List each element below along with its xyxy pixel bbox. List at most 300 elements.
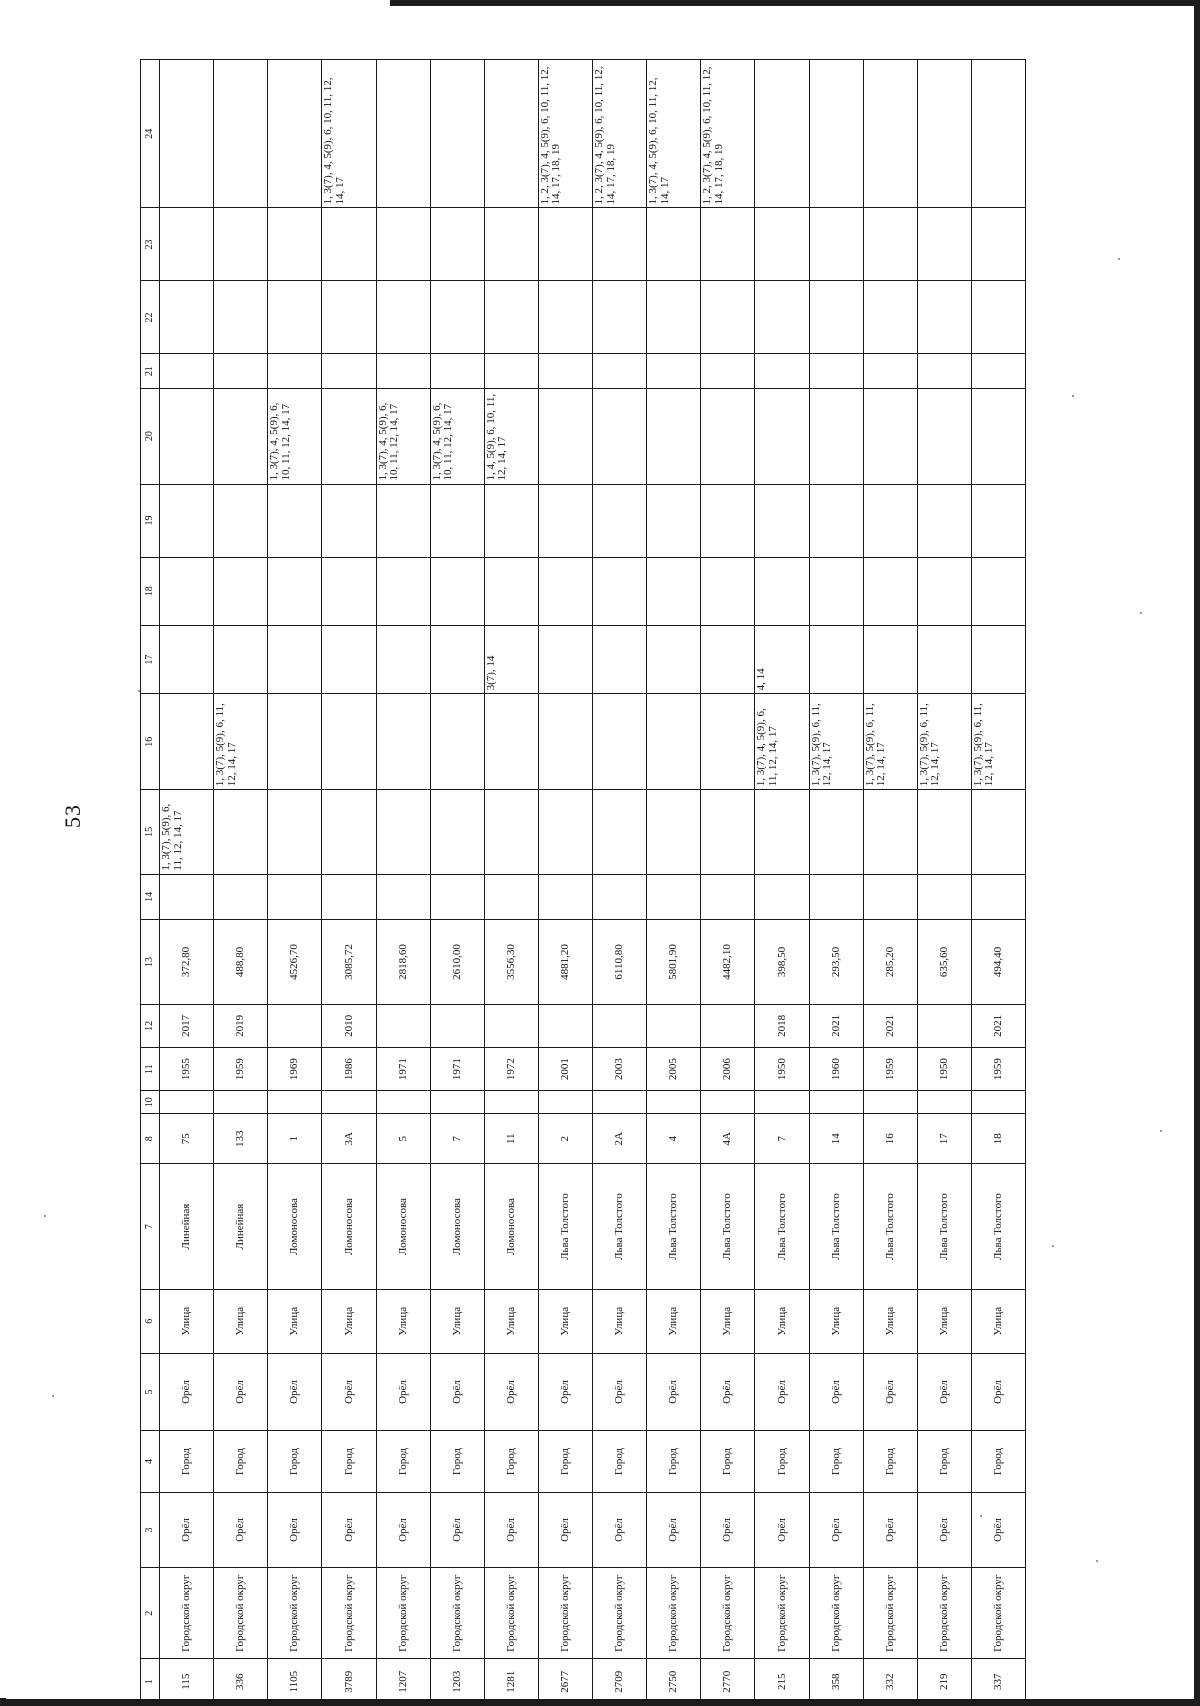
cell-col-19 <box>160 484 214 557</box>
cell-col-24 <box>376 60 430 208</box>
cell-col-6: Улица <box>809 1289 863 1353</box>
table-row <box>647 60 701 1705</box>
cell-col-1: 1207 <box>376 1659 430 1705</box>
cell-col-5: Орёл <box>647 1353 701 1431</box>
scan-edge-right <box>1194 0 1200 1706</box>
cell-col-5: Орёл <box>484 1353 538 1431</box>
cell-col-14 <box>809 874 863 920</box>
cell-col-18 <box>484 557 538 625</box>
cell-col-6: Улица <box>430 1289 484 1353</box>
cell-col-1: 2677 <box>538 1659 592 1705</box>
cell-col-16 <box>322 694 376 790</box>
cell-col-18 <box>538 557 592 625</box>
cell-col-2: Городской округ <box>971 1568 1025 1659</box>
cell-col-24 <box>917 60 971 208</box>
cell-col-10 <box>538 1091 592 1114</box>
cell-col-17 <box>917 625 971 693</box>
cell-col-8: 3А <box>322 1114 376 1164</box>
cell-col-6: Улица <box>755 1289 809 1353</box>
cell-col-21 <box>701 354 755 388</box>
cell-col-15 <box>971 790 1025 874</box>
cell-col-1: 2709 <box>593 1659 647 1705</box>
scan-speck <box>1052 1245 1054 1247</box>
cell-col-22 <box>809 281 863 354</box>
cell-col-1: 3789 <box>322 1659 376 1705</box>
column-header-13: 13 <box>141 920 160 1004</box>
cell-col-3: Орёл <box>701 1492 755 1567</box>
cell-col-6: Улица <box>647 1289 701 1353</box>
cell-col-18 <box>160 557 214 625</box>
table-row <box>214 60 268 1705</box>
cell-col-19 <box>484 484 538 557</box>
scan-edge-left <box>0 1698 6 1706</box>
cell-col-24 <box>484 60 538 208</box>
cell-col-16 <box>701 694 755 790</box>
cell-col-4: Город <box>971 1431 1025 1493</box>
cell-col-5: Орёл <box>376 1353 430 1431</box>
cell-col-21 <box>160 354 214 388</box>
cell-col-19 <box>268 484 322 557</box>
cell-col-14 <box>484 874 538 920</box>
cell-col-10 <box>917 1091 971 1114</box>
cell-col-12: 2019 <box>214 1004 268 1047</box>
cell-col-20: 1, 3(7), 4, 5(9), 6, 10, 11, 12, 14, 17 <box>268 388 322 484</box>
cell-col-3: Орёл <box>863 1492 917 1567</box>
cell-col-20 <box>538 388 592 484</box>
cell-col-15 <box>322 790 376 874</box>
scan-edge-top <box>390 0 1200 6</box>
cell-col-6: Улица <box>538 1289 592 1353</box>
cell-col-7: Ломоносова <box>268 1164 322 1289</box>
cell-col-15 <box>538 790 592 874</box>
cell-col-15 <box>430 790 484 874</box>
cell-col-15 <box>701 790 755 874</box>
cell-col-8: 1 <box>268 1114 322 1164</box>
cell-col-12: 2021 <box>863 1004 917 1047</box>
cell-col-4: Город <box>430 1431 484 1493</box>
scan-speck <box>1118 258 1120 260</box>
cell-col-19 <box>538 484 592 557</box>
cell-col-17 <box>863 625 917 693</box>
cell-col-20 <box>593 388 647 484</box>
cell-col-16: 1, 3(7), 5(9), 6, 11, 12, 14, 17 <box>917 694 971 790</box>
cell-col-7: Льва Толстого <box>647 1164 701 1289</box>
cell-col-20 <box>214 388 268 484</box>
cell-col-6: Улица <box>701 1289 755 1353</box>
cell-col-24: 1, 3(7), 4, 5(9), 6, 10, 11, 12, 14, 17 <box>322 60 376 208</box>
cell-col-23 <box>268 208 322 281</box>
cell-col-5: Орёл <box>971 1353 1025 1431</box>
cell-col-20: 1, 3(7), 4, 5(9), 6, 10, 11, 12, 14, 17 <box>430 388 484 484</box>
cell-col-19 <box>701 484 755 557</box>
cell-col-11: 1950 <box>755 1047 809 1090</box>
cell-col-14 <box>647 874 701 920</box>
cell-col-13: 4482,10 <box>701 920 755 1004</box>
cell-col-8: 7 <box>755 1114 809 1164</box>
cell-col-15 <box>214 790 268 874</box>
cell-col-8: 4А <box>701 1114 755 1164</box>
cell-col-15 <box>593 790 647 874</box>
scan-speck <box>44 1215 46 1217</box>
cell-col-23 <box>863 208 917 281</box>
column-header-19: 19 <box>141 484 160 557</box>
cell-col-3: Орёл <box>538 1492 592 1567</box>
cell-col-18 <box>376 557 430 625</box>
cell-col-19 <box>376 484 430 557</box>
cell-col-2: Городской округ <box>484 1568 538 1659</box>
cell-col-5: Орёл <box>701 1353 755 1431</box>
column-header-8: 8 <box>141 1114 160 1164</box>
cell-col-11: 1986 <box>322 1047 376 1090</box>
cell-col-4: Город <box>863 1431 917 1493</box>
cell-col-3: Орёл <box>971 1492 1025 1567</box>
cell-col-21 <box>863 354 917 388</box>
cell-col-14 <box>376 874 430 920</box>
cell-col-21 <box>484 354 538 388</box>
cell-col-4: Город <box>701 1431 755 1493</box>
cell-col-23 <box>322 208 376 281</box>
cell-col-14 <box>214 874 268 920</box>
cell-col-1: 1105 <box>268 1659 322 1705</box>
cell-col-5: Орёл <box>160 1353 214 1431</box>
cell-col-17 <box>322 625 376 693</box>
cell-col-22 <box>971 281 1025 354</box>
data-table <box>140 59 1026 1705</box>
cell-col-12 <box>268 1004 322 1047</box>
cell-col-23 <box>214 208 268 281</box>
cell-col-16: 1, 3(7), 5(9), 6, 11, 12, 14, 17 <box>863 694 917 790</box>
cell-col-7: Линейная <box>160 1164 214 1289</box>
cell-col-13: 293,50 <box>809 920 863 1004</box>
cell-col-2: Городской округ <box>430 1568 484 1659</box>
cell-col-21 <box>538 354 592 388</box>
cell-col-12: 2021 <box>809 1004 863 1047</box>
cell-col-20 <box>160 388 214 484</box>
cell-col-18 <box>701 557 755 625</box>
cell-col-14 <box>160 874 214 920</box>
cell-col-8: 7 <box>430 1114 484 1164</box>
cell-col-21 <box>647 354 701 388</box>
cell-col-13: 488,80 <box>214 920 268 1004</box>
cell-col-16 <box>593 694 647 790</box>
cell-col-23 <box>647 208 701 281</box>
cell-col-1: 337 <box>971 1659 1025 1705</box>
cell-col-19 <box>863 484 917 557</box>
cell-col-5: Орёл <box>430 1353 484 1431</box>
cell-col-12 <box>701 1004 755 1047</box>
cell-col-16: 1, 3(7), 5(9), 6, 11, 12, 14, 17 <box>971 694 1025 790</box>
cell-col-20 <box>701 388 755 484</box>
cell-col-13: 4526,70 <box>268 920 322 1004</box>
cell-col-10 <box>430 1091 484 1114</box>
cell-col-12 <box>538 1004 592 1047</box>
cell-col-2: Городской округ <box>538 1568 592 1659</box>
cell-col-18 <box>755 557 809 625</box>
cell-col-21 <box>593 354 647 388</box>
cell-col-6: Улица <box>484 1289 538 1353</box>
cell-col-24 <box>755 60 809 208</box>
cell-col-1: 115 <box>160 1659 214 1705</box>
cell-col-16 <box>268 694 322 790</box>
cell-col-24 <box>214 60 268 208</box>
cell-col-3: Орёл <box>755 1492 809 1567</box>
cell-col-16: 1, 3(7), 5(9), 6, 11, 12, 14, 17 <box>809 694 863 790</box>
cell-col-8: 133 <box>214 1114 268 1164</box>
column-header-22: 22 <box>141 281 160 354</box>
cell-col-13: 285,20 <box>863 920 917 1004</box>
cell-col-23 <box>701 208 755 281</box>
column-header-3: 3 <box>141 1492 160 1567</box>
cell-col-23 <box>755 208 809 281</box>
cell-col-5: Орёл <box>214 1353 268 1431</box>
cell-col-21 <box>268 354 322 388</box>
cell-col-16 <box>160 694 214 790</box>
cell-col-24 <box>971 60 1025 208</box>
cell-col-23 <box>538 208 592 281</box>
cell-col-22 <box>430 281 484 354</box>
cell-col-3: Орёл <box>430 1492 484 1567</box>
cell-col-10 <box>376 1091 430 1114</box>
cell-col-24: 1, 2, 3(7), 4, 5(9), 6, 10, 11, 12, 14, 17, 18, 19 <box>593 60 647 208</box>
cell-col-22 <box>322 281 376 354</box>
cell-col-17 <box>701 625 755 693</box>
cell-col-13: 4881,20 <box>538 920 592 1004</box>
cell-col-3: Орёл <box>322 1492 376 1567</box>
cell-col-10 <box>701 1091 755 1114</box>
cell-col-24 <box>268 60 322 208</box>
scan-speck <box>52 1395 54 1397</box>
cell-col-19 <box>322 484 376 557</box>
cell-col-5: Орёл <box>538 1353 592 1431</box>
cell-col-22 <box>917 281 971 354</box>
cell-col-7: Ломоносова <box>322 1164 376 1289</box>
cell-col-7: Линейная <box>214 1164 268 1289</box>
cell-col-3: Орёл <box>484 1492 538 1567</box>
cell-col-15 <box>809 790 863 874</box>
cell-col-20: 1, 4, 5(9), 6, 10, 11, 12, 14, 17 <box>484 388 538 484</box>
cell-col-23 <box>160 208 214 281</box>
table-row <box>322 60 376 1705</box>
cell-col-17: 3(7), 14 <box>484 625 538 693</box>
cell-col-15 <box>647 790 701 874</box>
cell-col-20 <box>971 388 1025 484</box>
table-row <box>917 60 971 1705</box>
table-row <box>701 60 755 1705</box>
cell-col-13: 5801,90 <box>647 920 701 1004</box>
cell-col-16 <box>647 694 701 790</box>
cell-col-18 <box>214 557 268 625</box>
cell-col-20 <box>863 388 917 484</box>
cell-col-8: 17 <box>917 1114 971 1164</box>
cell-col-1: 215 <box>755 1659 809 1705</box>
cell-col-4: Город <box>322 1431 376 1493</box>
cell-col-14 <box>917 874 971 920</box>
cell-col-1: 2770 <box>701 1659 755 1705</box>
cell-col-7: Льва Толстого <box>701 1164 755 1289</box>
cell-col-12 <box>593 1004 647 1047</box>
cell-col-17 <box>809 625 863 693</box>
cell-col-13: 635,60 <box>917 920 971 1004</box>
cell-col-11: 1960 <box>809 1047 863 1090</box>
column-header-1: 1 <box>141 1659 160 1705</box>
cell-col-19 <box>593 484 647 557</box>
cell-col-18 <box>430 557 484 625</box>
cell-col-4: Город <box>917 1431 971 1493</box>
cell-col-14 <box>430 874 484 920</box>
cell-col-4: Город <box>809 1431 863 1493</box>
cell-col-5: Орёл <box>917 1353 971 1431</box>
cell-col-8: 2 <box>538 1114 592 1164</box>
cell-col-22 <box>268 281 322 354</box>
cell-col-2: Городской округ <box>917 1568 971 1659</box>
cell-col-8: 18 <box>971 1114 1025 1164</box>
cell-col-11: 2006 <box>701 1047 755 1090</box>
page-number: 53 <box>60 804 85 828</box>
cell-col-16: 1, 3(7), 4, 5(9), 6, 11, 12, 14, 17 <box>755 694 809 790</box>
cell-col-18 <box>593 557 647 625</box>
cell-col-18 <box>917 557 971 625</box>
cell-col-15 <box>863 790 917 874</box>
cell-col-22 <box>593 281 647 354</box>
cell-col-24: 1, 2, 3(7), 4, 5(9), 6, 10, 11, 12, 14, 17, 18, 19 <box>538 60 592 208</box>
cell-col-5: Орёл <box>863 1353 917 1431</box>
cell-col-6: Улица <box>214 1289 268 1353</box>
cell-col-3: Орёл <box>647 1492 701 1567</box>
cell-col-2: Городской округ <box>214 1568 268 1659</box>
cell-col-11: 1971 <box>430 1047 484 1090</box>
cell-col-10 <box>214 1091 268 1114</box>
cell-col-15 <box>484 790 538 874</box>
cell-col-13: 3085,72 <box>322 920 376 1004</box>
cell-col-24: 1, 3(7), 4, 5(9), 6, 10, 11, 12, 14, 17 <box>647 60 701 208</box>
cell-col-1: 2750 <box>647 1659 701 1705</box>
cell-col-20 <box>809 388 863 484</box>
cell-col-3: Орёл <box>809 1492 863 1567</box>
cell-col-7: Льва Толстого <box>593 1164 647 1289</box>
cell-col-8: 4 <box>647 1114 701 1164</box>
cell-col-7: Ломоносова <box>484 1164 538 1289</box>
cell-col-7: Льва Толстого <box>538 1164 592 1289</box>
cell-col-23 <box>593 208 647 281</box>
cell-col-11: 2005 <box>647 1047 701 1090</box>
cell-col-12 <box>484 1004 538 1047</box>
cell-col-12: 2017 <box>160 1004 214 1047</box>
table-row <box>484 60 538 1705</box>
cell-col-17 <box>214 625 268 693</box>
cell-col-14 <box>755 874 809 920</box>
cell-col-23 <box>809 208 863 281</box>
cell-col-20 <box>322 388 376 484</box>
cell-col-5: Орёл <box>809 1353 863 1431</box>
column-header-4: 4 <box>141 1431 160 1493</box>
cell-col-10 <box>755 1091 809 1114</box>
column-header-17: 17 <box>141 625 160 693</box>
cell-col-4: Город <box>593 1431 647 1493</box>
cell-col-5: Орёл <box>755 1353 809 1431</box>
cell-col-6: Улица <box>593 1289 647 1353</box>
cell-col-10 <box>593 1091 647 1114</box>
cell-col-13: 6110,80 <box>593 920 647 1004</box>
cell-col-16 <box>430 694 484 790</box>
cell-col-21 <box>917 354 971 388</box>
table-header-row <box>141 60 160 1705</box>
scan-speck <box>1140 612 1142 614</box>
table-body <box>160 60 1026 1705</box>
cell-col-18 <box>647 557 701 625</box>
cell-col-6: Улица <box>376 1289 430 1353</box>
cell-col-7: Льва Толстого <box>971 1164 1025 1289</box>
cell-col-22 <box>538 281 592 354</box>
column-header-10: 10 <box>141 1091 160 1114</box>
scan-speck <box>138 690 140 692</box>
cell-col-12 <box>376 1004 430 1047</box>
cell-col-20 <box>755 388 809 484</box>
cell-col-2: Городской округ <box>755 1568 809 1659</box>
cell-col-16 <box>484 694 538 790</box>
cell-col-1: 1281 <box>484 1659 538 1705</box>
cell-col-1: 358 <box>809 1659 863 1705</box>
cell-col-19 <box>214 484 268 557</box>
cell-col-7: Ломоносова <box>376 1164 430 1289</box>
cell-col-6: Улица <box>268 1289 322 1353</box>
table-row <box>755 60 809 1705</box>
column-header-23: 23 <box>141 208 160 281</box>
table-row <box>809 60 863 1705</box>
cell-col-1: 336 <box>214 1659 268 1705</box>
cell-col-17 <box>160 625 214 693</box>
cell-col-7: Льва Толстого <box>755 1164 809 1289</box>
table-row <box>430 60 484 1705</box>
cell-col-6: Улица <box>322 1289 376 1353</box>
cell-col-20 <box>647 388 701 484</box>
cell-col-15: 1, 3(7), 5(9), 6, 11, 12, 14, 17 <box>160 790 214 874</box>
table-row <box>538 60 592 1705</box>
column-header-16: 16 <box>141 694 160 790</box>
cell-col-16 <box>376 694 430 790</box>
scan-speck <box>1096 1560 1098 1562</box>
cell-col-6: Улица <box>971 1289 1025 1353</box>
cell-col-19 <box>430 484 484 557</box>
cell-col-3: Орёл <box>917 1492 971 1567</box>
cell-col-22 <box>214 281 268 354</box>
cell-col-23 <box>917 208 971 281</box>
cell-col-18 <box>809 557 863 625</box>
cell-col-5: Орёл <box>268 1353 322 1431</box>
cell-col-24 <box>430 60 484 208</box>
cell-col-10 <box>160 1091 214 1114</box>
cell-col-17 <box>538 625 592 693</box>
cell-col-21 <box>376 354 430 388</box>
cell-col-12 <box>647 1004 701 1047</box>
cell-col-4: Город <box>755 1431 809 1493</box>
cell-col-2: Городской округ <box>701 1568 755 1659</box>
cell-col-24: 1, 2, 3(7), 4, 5(9), 6, 10, 11, 12, 14, 17, 18, 19 <box>701 60 755 208</box>
cell-col-6: Улица <box>160 1289 214 1353</box>
cell-col-12 <box>917 1004 971 1047</box>
column-header-14: 14 <box>141 874 160 920</box>
cell-col-23 <box>484 208 538 281</box>
cell-col-2: Городской округ <box>322 1568 376 1659</box>
cell-col-8: 75 <box>160 1114 214 1164</box>
cell-col-15 <box>917 790 971 874</box>
cell-col-8: 14 <box>809 1114 863 1164</box>
cell-col-8: 2А <box>593 1114 647 1164</box>
cell-col-8: 11 <box>484 1114 538 1164</box>
table-row <box>863 60 917 1705</box>
cell-col-21 <box>214 354 268 388</box>
cell-col-3: Орёл <box>593 1492 647 1567</box>
table-row <box>160 60 214 1705</box>
